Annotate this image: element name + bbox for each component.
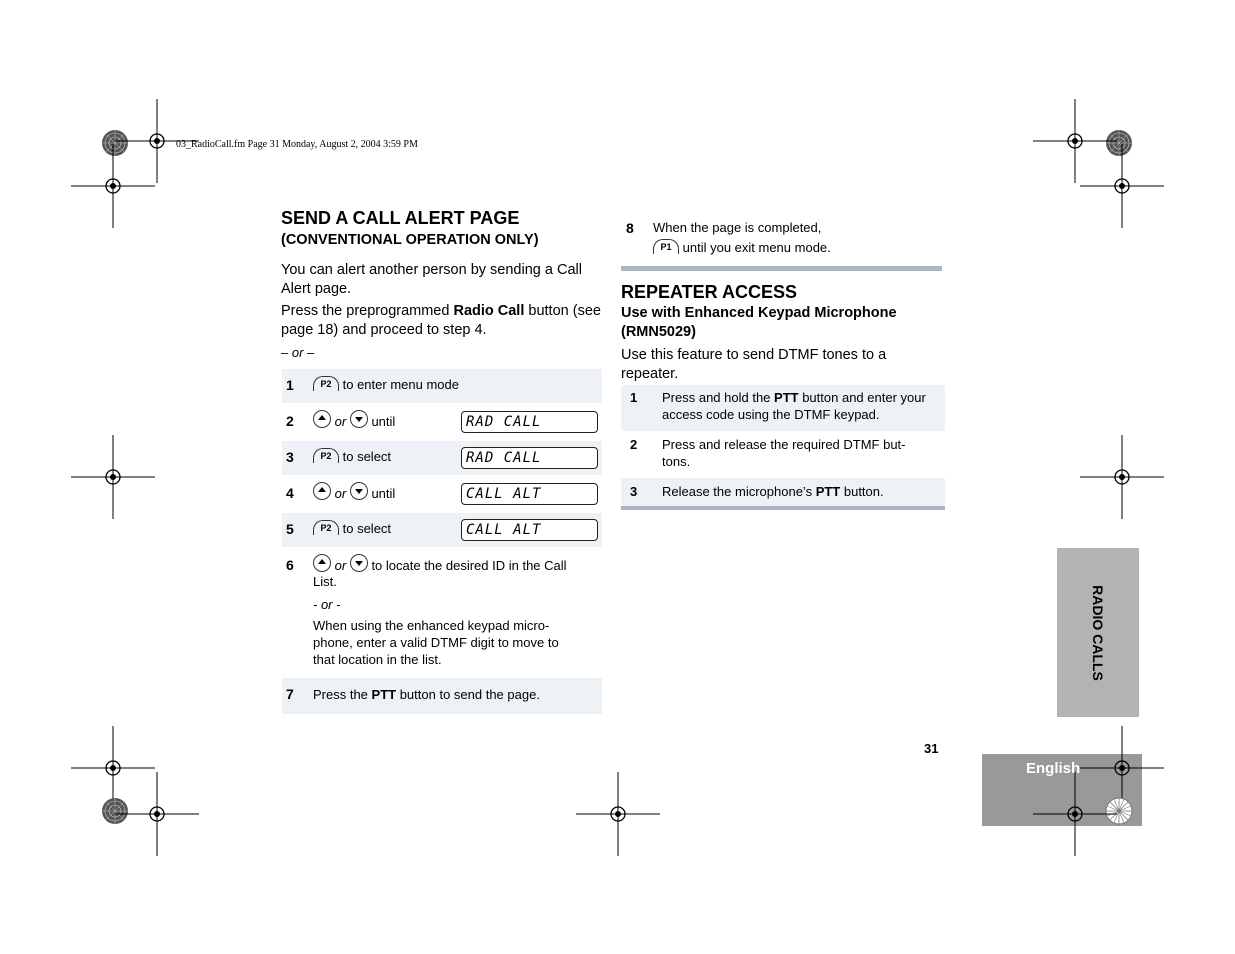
p2-button-icon: P2 [313, 520, 339, 535]
radio-call-label: Radio Call [453, 303, 525, 319]
or-separator: - or - [313, 597, 341, 612]
note-line: When using the enhanced keypad micro- [313, 618, 550, 633]
step-text: until [371, 414, 396, 429]
section-title: SEND A CALL ALERT PAGE [281, 208, 520, 228]
step-text: Press and release the required DTMF but-tons. [662, 437, 906, 469]
p2-button-icon: P2 [313, 376, 339, 391]
step-number: 2 [286, 413, 294, 429]
step-text-end: button and enter your access code using the DTMF keypad. [662, 390, 926, 422]
step-number: 3 [630, 484, 638, 499]
or-word: or [334, 414, 347, 429]
crop-mark-bottom-center [576, 772, 660, 856]
step-text: to locate the desired ID in the Call [371, 558, 567, 573]
section-title: REPEATER ACCESS [621, 282, 798, 302]
page-number: 31 [924, 741, 939, 756]
ptt-label: PTT [371, 687, 397, 702]
language-label: English [1026, 760, 1081, 777]
step-number: 1 [286, 377, 294, 393]
or-word: or [334, 558, 347, 573]
intro-paragraph: You can alert another person by sending a Call Alert page. [281, 262, 582, 297]
lcd-display: CALL ALT [461, 483, 598, 505]
note-line: that location in the list. [313, 652, 442, 667]
section-subtitle: Use with Enhanced Keypad Microphone [621, 305, 897, 321]
step-number: 1 [630, 390, 638, 405]
step-text: Press the [313, 687, 372, 702]
note-line: phone, enter a valid DTMF digit to move to [313, 635, 559, 650]
step-text: to select [342, 449, 392, 464]
step-number: 8 [626, 220, 634, 236]
step-text: to enter menu mode [342, 377, 459, 392]
step-text: Press and hold the [662, 390, 775, 405]
or-separator: – or – [281, 345, 315, 360]
intro-paragraph: Use this feature to send DTMF tones to a repeater. [621, 347, 887, 382]
crop-mark-bottom-left [71, 726, 199, 856]
step-number: 3 [286, 449, 294, 465]
step-text-cont: List. [313, 574, 337, 589]
lcd-display: RAD CALL [461, 447, 598, 469]
step-text: Release the microphone’s [662, 484, 816, 499]
press-text-end: button (see page 18) and proceed to step 4. [281, 303, 601, 338]
section-subtitle: (CONVENTIONAL OPERATION ONLY) [281, 232, 539, 248]
section-subtitle-2: (RMN5029) [621, 324, 696, 340]
step-number: 2 [630, 437, 638, 452]
step-text-end: button. [840, 484, 884, 499]
crop-mark-top-left [71, 99, 199, 228]
step-number: 5 [286, 521, 294, 537]
crop-mark-top-right [1033, 99, 1164, 228]
crop-mark-mid-right [1080, 435, 1164, 519]
p2-button-icon: P2 [313, 448, 339, 463]
step-text-end: button to send the page. [396, 687, 540, 702]
crop-mark-bottom-right [1033, 726, 1164, 856]
step-number: 6 [286, 557, 294, 573]
press-text: Press the preprogrammed [281, 303, 454, 319]
step-number: 4 [286, 485, 294, 501]
radio-calls-label: RADIO CALLS [1090, 584, 1106, 681]
or-word: or [334, 486, 347, 501]
step8-text: When the page is completed, [653, 220, 822, 235]
step-text: to select [342, 521, 392, 536]
lcd-display: RAD CALL [461, 411, 598, 433]
step-text: until [371, 486, 396, 501]
lcd-display: CALL ALT [461, 519, 598, 541]
ptt-label: PTT [774, 390, 799, 405]
step-text: until you exit menu mode. [682, 240, 831, 255]
file-header: 03_RadioCall.fm Page 31 Monday, August 2, 2004 3:59 PM [176, 139, 418, 150]
crop-mark-mid-left [71, 435, 155, 519]
ptt-label: PTT [815, 484, 841, 499]
p1-button-icon: P1 [653, 239, 679, 254]
step-number: 7 [286, 686, 294, 702]
